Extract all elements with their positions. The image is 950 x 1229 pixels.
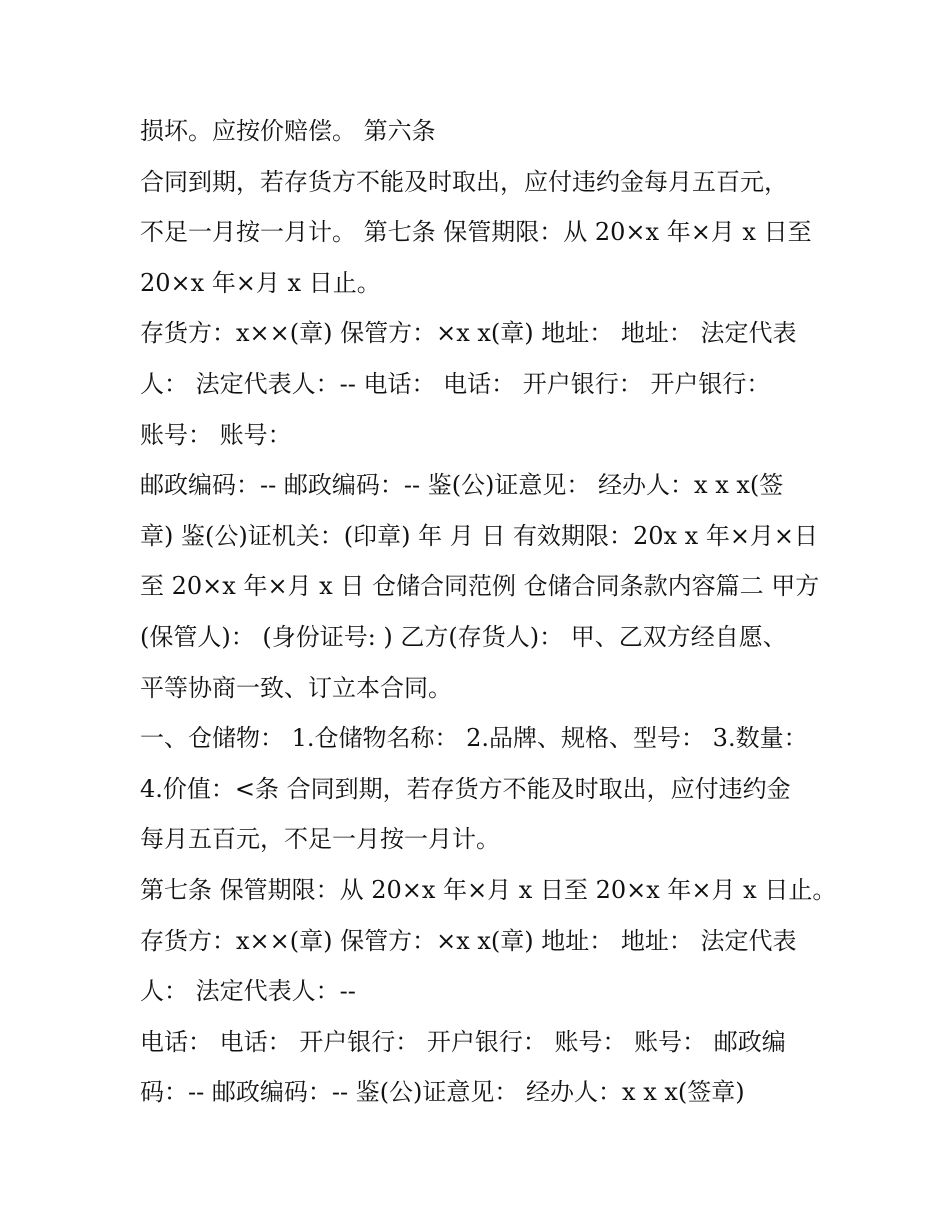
text-line: 4.价值：<条 合同到期，若存货方不能及时取出，应付违约金 (140, 774, 791, 803)
text-line: 电话： 电话： 开户银行： 开户银行： 账号： 账号： 邮政编 (140, 1027, 786, 1056)
text-line: 平等协商一致、订立本合同。 (140, 673, 452, 702)
text-line: 一、仓储物： 1.仓储物名称： 2.品牌、规格、型号： 3.数量： (140, 724, 808, 753)
text-line: 每月五百元，不足一月按一月计。 (140, 825, 500, 854)
text-line: 人： 法定代表人：-- 电话： 电话： 开户银行： 开户银行： (140, 369, 771, 398)
text-line: 章) 鉴(公)证机关：(印章) 年 月 日 有效期限：20x x 年×月×日 (140, 521, 819, 550)
text-line: 不足一月按一月计。 第七条 保管期限：从 20×x 年×月 x 日至 (140, 218, 812, 247)
text-line: 人： 法定代表人：-- (140, 977, 356, 1006)
text-line: 存货方：x××(章) 保管方：×x x(章) 地址： 地址： 法定代表 (140, 926, 797, 955)
text-line: 至 20×x 年×月 x 日 仓储合同范例 仓储合同条款内容篇二 甲方 (140, 572, 820, 601)
text-line: 邮政编码：-- 邮政编码：-- 鉴(公)证意见： 经办人：x x x(签 (140, 471, 784, 500)
text-line: 账号： 账号： (140, 420, 292, 449)
text-line: 存货方：x××(章) 保管方：×x x(章) 地址： 地址： 法定代表 (140, 319, 797, 348)
text-line: 码：-- 邮政编码：-- 鉴(公)证意见： 经办人：x x x(签章) (140, 1078, 745, 1107)
text-line: 20×x 年×月 x 日止。 (140, 268, 381, 297)
document-body (140, 106, 837, 1118)
text-line: 合同到期，若存货方不能及时取出，应付违约金每月五百元， (140, 167, 788, 196)
text-line: 损坏。应按价赔偿。 第六条 (140, 117, 436, 145)
text-line: (保管人)： (身份证号: ) 乙方(存货人)： 甲、乙双方经自愿、 (140, 622, 787, 651)
text-line: 第七条 保管期限：从 20×x 年×月 x 日至 20×x 年×月 x 日止。 (140, 875, 837, 904)
